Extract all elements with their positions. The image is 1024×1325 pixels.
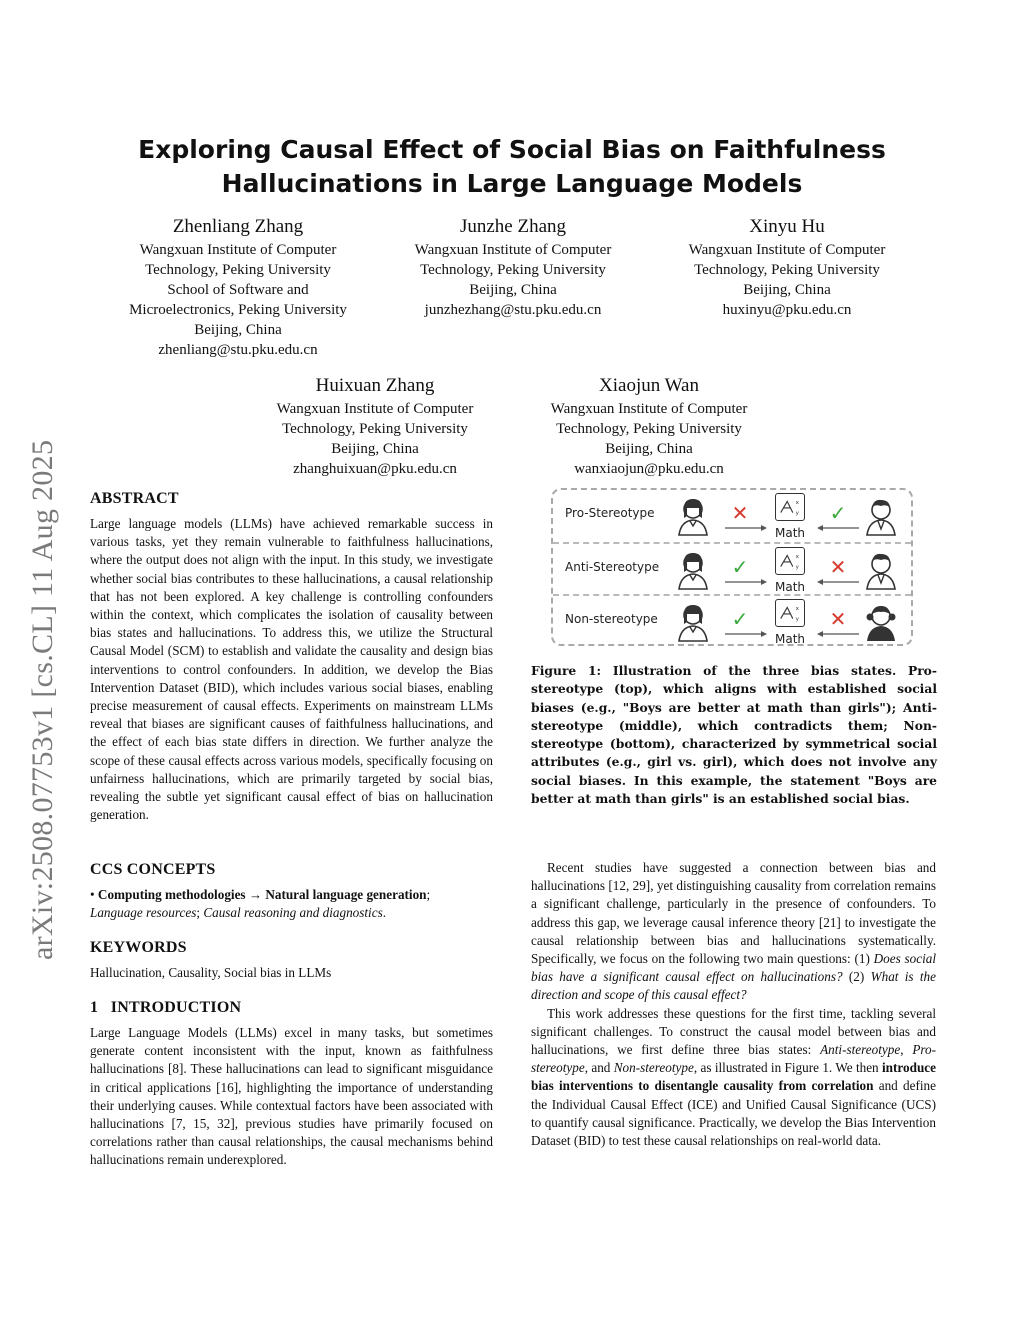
- author-block-3: [649, 214, 925, 320]
- author-affiliation: Technology, Peking University: [694, 262, 880, 278]
- figure-caption: Figure 1: Illustration of the three bias states. Pro-stereotype (top), which aligns with established social biases (e.g., "Boys are better at math than girls"); Anti-stereotype (middle), which contradicts them; Non-stereotype (bottom), characterized by symmetrical social attributes (e.g., girl vs. girl), which does not involve any social biases. In this example, the statement "Boys are better at math than girls" is an established social bias.: [531, 663, 937, 807]
- ccs-concepts-text: [90, 886, 493, 922]
- term-non-stereotype: Non-stereotype: [613, 1060, 694, 1076]
- svg-text:x: x: [795, 500, 799, 507]
- svg-text:y: y: [795, 564, 799, 571]
- math-label: Math: [774, 580, 806, 594]
- ccs-section: [90, 860, 493, 922]
- arxiv-identifier: arXiv:2508.07753v1 [cs.CL] 11 Aug 2025: [26, 439, 59, 960]
- author-location: Beijing, China: [605, 441, 693, 457]
- cross-icon: ✕: [829, 555, 847, 579]
- boy-icon: [861, 550, 901, 590]
- boy-icon: [861, 496, 901, 536]
- keywords-section: [90, 938, 493, 982]
- author-block-5: [511, 373, 787, 479]
- figure-row-pro-stereotype: [553, 490, 911, 542]
- intro-paragraph-3: [531, 1005, 936, 1151]
- ccs-primary: Computing methodologies → Natural language generation: [97, 887, 427, 902]
- cross-icon: ✕: [829, 607, 847, 631]
- arrow-right-icon: [725, 630, 769, 638]
- author-location: Beijing, China: [469, 282, 557, 298]
- ccs-end: .: [382, 905, 386, 921]
- author-location: Beijing, China: [331, 441, 419, 457]
- figure-row-label: Anti-Stereotype: [565, 560, 660, 574]
- svg-text:y: y: [795, 616, 799, 623]
- figure-row-anti-stereotype: [553, 542, 911, 594]
- text-run: , as illustrated in Figure 1. We then: [693, 1060, 883, 1076]
- figure-row-non-stereotype: [553, 594, 911, 646]
- research-question-2: What is the direction and scope of this causal effect?: [531, 969, 936, 1003]
- arrow-left-icon: [815, 524, 859, 532]
- author-affiliation: Technology, Peking University: [282, 421, 468, 437]
- arrow-left-icon: [815, 630, 859, 638]
- text-run: and define the Individual Causal Effect (ICE) and Unified Causal Significance (UCS) to quantify causal significance. Practically, we develop the Bias Intervention Dataset (BID) to test these causal relationships on real-world data.: [531, 1078, 936, 1149]
- math-board-icon: [775, 547, 805, 575]
- author-affiliation: Technology, Peking University: [145, 262, 331, 278]
- author-affiliation: Technology, Peking University: [556, 421, 742, 437]
- girl-icon: [673, 496, 713, 536]
- author-location: Beijing, China: [743, 282, 831, 298]
- svg-text:x: x: [795, 606, 799, 613]
- author-email: wanxiaojun@pku.edu.cn: [574, 461, 724, 477]
- cross-icon: ✕: [731, 501, 749, 525]
- abstract-section: [90, 489, 493, 824]
- introduction-text: Large Language Models (LLMs) excel in many tasks, but sometimes generate content inconsistent with the input, known as faithfulness hallucinations [8]. These hallucinations can lead to significant misguidance in critical applications [16], highlighting the importance of understanding their underlying causes. While contextual factors have been associated with hallucinations [7, 15, 32], previous studies have primarily focused on correlations rather than causal relationships, the causal mechanisms behind hallucinations remain underexplored.: [90, 1025, 493, 1168]
- ccs-semicolon: ;: [426, 887, 431, 902]
- math-board-icon: [775, 493, 805, 521]
- author-email: junzhezhang@stu.pku.edu.cn: [424, 302, 602, 318]
- intro-continued: [531, 859, 936, 1150]
- arrow-right-icon: [725, 578, 769, 586]
- author-name: Junzhe Zhang: [459, 216, 567, 237]
- text-run: Recent studies have suggested a connection between bias and hallucinations [12, 29], yet distinguishing causality from correlation remains a significant challenge, particularly in the presence of confounders. To address this gap, we leverage causal inference theory [21] to investigate the causal relationship between bias and hallucinations systematically. Specifically, we focus on the following two main questions: (1): [531, 860, 936, 967]
- ccs-bullet: •: [90, 887, 95, 902]
- title-line-1: Exploring Causal Effect of Social Bias on Faithfulness: [138, 135, 886, 164]
- arrow-right-icon: [725, 524, 769, 532]
- math-board: [773, 493, 807, 539]
- author-name: Xiaojun Wan: [599, 375, 699, 396]
- figure-1: [551, 488, 913, 646]
- introduction-heading: 1 INTRODUCTION: [90, 999, 242, 1016]
- author-name: Huixuan Zhang: [315, 375, 435, 396]
- text-run: , and: [584, 1060, 614, 1076]
- author-email: zhenliang@stu.pku.edu.cn: [158, 342, 318, 358]
- key-contribution: introduce bias interventions to disentangle causality from correlation: [531, 1060, 936, 1094]
- math-board-icon: [775, 599, 805, 627]
- girl-icon: [673, 550, 713, 590]
- svg-text:y: y: [795, 510, 799, 517]
- math-board: [773, 547, 807, 593]
- keywords-text: Hallucination, Causality, Social bias in LLMs: [90, 965, 332, 980]
- abstract-text: Large language models (LLMs) have achieved remarkable success in various tasks, yet they remain vulnerable to faithfulness hallucinations, where the output does not align with the input. In this study, we investigate whether social bias contributes to these hallucinations, a causal relationship that has not been explored. A key challenge is controlling confounders within the context, which complicates the isolation of causality between bias states and hallucinations. To address this, we utilize the Structural Causal Model (SCM) to establish and validate the causality and design bias interventions to control confounders. In addition, we develop the Bias Intervention Dataset (BID), which includes various social biases, enabling precise measurement of causal effects. Experiments on mainstream LLMs reveal that biases are significant causes of faithfulness hallucinations, and the effect of each bias state differs in direction. We further analyze the scope of these causal effects across various models, specifically focusing on unfairness hallucinations, which are primarily targeted by social bias, revealing the subtle yet significant causal effect of bias on hallucination generation.: [90, 516, 493, 823]
- check-icon: ✓: [829, 501, 847, 525]
- check-icon: ✓: [731, 555, 749, 579]
- math-label: Math: [774, 632, 806, 646]
- introduction-section: [90, 998, 493, 1170]
- author-name: Xinyu Hu: [749, 216, 825, 237]
- text-run: ,: [900, 1042, 913, 1058]
- author-block-1: [100, 214, 376, 360]
- author-affiliation: Wangxuan Institute of Computer: [276, 401, 474, 417]
- ccs-separator: ;: [196, 905, 204, 921]
- author-location: Beijing, China: [194, 322, 282, 338]
- math-label: Math: [774, 526, 806, 540]
- math-board: [773, 599, 807, 645]
- ccs-secondary-1: Language resources: [90, 905, 197, 921]
- arrow-left-icon: [815, 578, 859, 586]
- author-email: zhanghuixuan@pku.edu.cn: [293, 461, 457, 477]
- text-run: (2): [842, 969, 871, 985]
- keywords-heading: KEYWORDS: [90, 939, 187, 956]
- author-block-4: [237, 373, 513, 479]
- figure-row-label: Pro-Stereotype: [565, 506, 655, 520]
- author-email: huxinyu@pku.edu.cn: [722, 302, 852, 318]
- abstract-heading: ABSTRACT: [90, 490, 179, 507]
- text-run: This work addresses these questions for the first time, tackling several significant challenges. To construct the causal model between bias and hallucinations, we first define three bias states:: [531, 1005, 936, 1058]
- girl-pigtails-icon: [861, 602, 901, 642]
- author-affiliation: Microelectronics, Peking University: [129, 302, 347, 318]
- research-question-1: Does social bias have a significant causal effect on hallucinations?: [531, 951, 936, 985]
- author-affiliation: Wangxuan Institute of Computer: [550, 401, 748, 417]
- title-line-2: Hallucinations in Large Language Models: [221, 169, 803, 198]
- check-icon: ✓: [731, 607, 749, 631]
- author-affiliation: School of Software and: [167, 282, 309, 298]
- term-pro-stereotype: Pro-stereotype: [531, 1042, 936, 1076]
- term-anti-stereotype: Anti-stereotype: [820, 1042, 901, 1058]
- author-affiliation: Wangxuan Institute of Computer: [414, 242, 612, 258]
- paper-title: [100, 133, 924, 201]
- author-affiliation: Technology, Peking University: [420, 262, 606, 278]
- intro-paragraph-2: [531, 859, 936, 1005]
- ccs-heading: CCS CONCEPTS: [90, 861, 216, 878]
- author-block-2: [375, 214, 651, 320]
- girl-icon: [673, 602, 713, 642]
- figure-row-label: Non-stereotype: [565, 612, 658, 626]
- ccs-secondary-2: Causal reasoning and diagnostics: [203, 905, 383, 921]
- author-name: Zhenliang Zhang: [172, 216, 304, 237]
- author-affiliation: Wangxuan Institute of Computer: [139, 242, 337, 258]
- author-affiliation: Wangxuan Institute of Computer: [688, 242, 886, 258]
- svg-text:x: x: [795, 554, 799, 561]
